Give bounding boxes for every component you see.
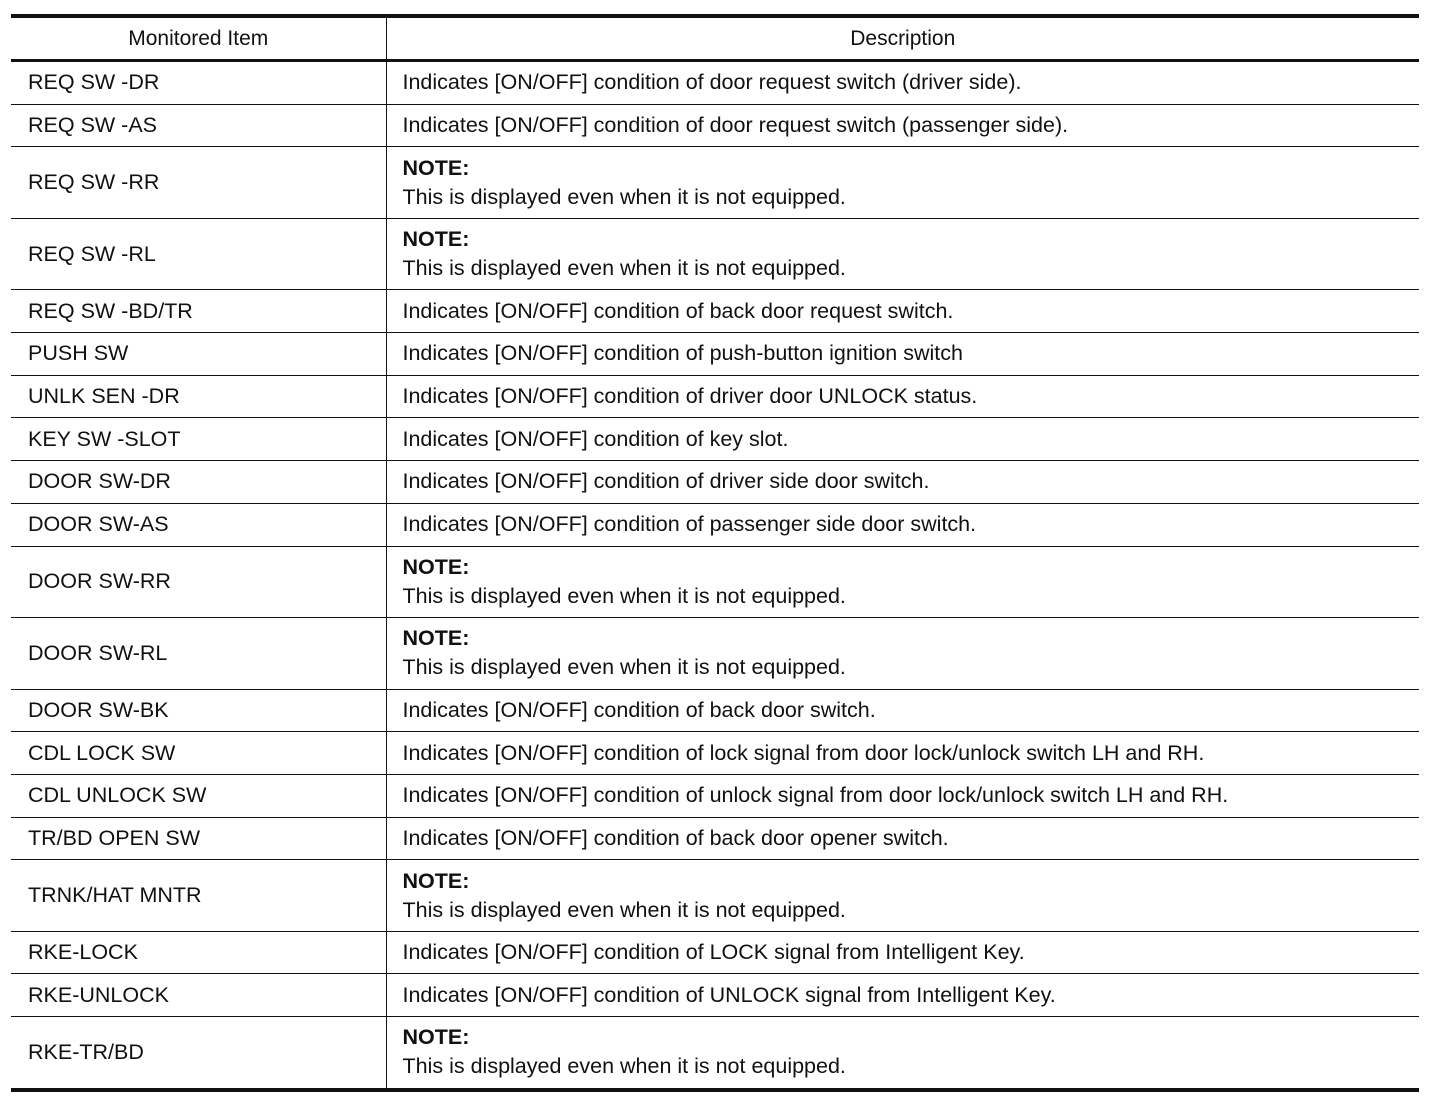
table-row [11, 974, 1419, 1017]
monitored-item-cell: KEY SW -SLOT [11, 418, 386, 461]
table-row [11, 931, 1419, 974]
monitored-item-cell: RKE-LOCK [11, 931, 386, 974]
monitored-item-cell: PUSH SW [11, 333, 386, 376]
table-row [11, 418, 1419, 461]
table-row [11, 618, 1419, 690]
table-row [11, 218, 1419, 290]
monitored-item-cell: CDL UNLOCK SW [11, 774, 386, 817]
monitored-item-cell: REQ SW -RL [11, 218, 386, 290]
table-row [11, 774, 1419, 817]
table-row [11, 503, 1419, 546]
table-row [11, 732, 1419, 775]
header-monitored-item: Monitored Item [11, 16, 386, 61]
table-row [11, 333, 1419, 376]
description-cell: Indicates [ON/OFF] condition of door request switch (passenger side). [386, 104, 1419, 147]
table-row [11, 461, 1419, 504]
monitored-item-cell: REQ SW -AS [11, 104, 386, 147]
note-text: This is displayed even when it is not equipped. [402, 184, 846, 209]
monitored-item-cell: TRNK/HAT MNTR [11, 860, 386, 932]
monitored-item-cell: DOOR SW-BK [11, 689, 386, 732]
monitored-item-cell: RKE-TR/BD [11, 1017, 386, 1090]
description-cell: Indicates [ON/OFF] condition of driver door UNLOCK status. [386, 375, 1419, 418]
description-cell: Indicates [ON/OFF] condition of UNLOCK signal from Intelligent Key. [386, 974, 1419, 1017]
description-cell: Indicates [ON/OFF] condition of back door opener switch. [386, 817, 1419, 860]
note-text: This is displayed even when it is not equipped. [402, 256, 846, 281]
description-cell [386, 546, 1419, 618]
note-text: This is displayed even when it is not equipped. [402, 655, 846, 680]
note-label: NOTE: [402, 227, 470, 252]
description-cell: Indicates [ON/OFF] condition of door request switch (driver side). [402, 70, 1022, 95]
note-label: NOTE: [402, 155, 470, 180]
monitored-item-cell: RKE-UNLOCK [11, 974, 386, 1017]
note-text: This is displayed even when it is not equipped. [402, 897, 846, 922]
monitor-table-container [11, 14, 1419, 1092]
description-cell: Indicates [ON/OFF] condition of back door request switch. [386, 290, 1419, 333]
monitored-item-cell: CDL LOCK SW [11, 732, 386, 775]
note-text: This is displayed even when it is not equipped. [402, 583, 846, 608]
description-cell: Indicates [ON/OFF] condition of push-button ignition switch [386, 333, 1419, 376]
note-label: NOTE: [402, 868, 470, 893]
description-cell: Indicates [ON/OFF] condition of unlock signal from door lock/unlock switch LH and RH. [386, 774, 1419, 817]
description-cell: Indicates [ON/OFF] condition of LOCK signal from Intelligent Key. [386, 931, 1419, 974]
table-row [11, 1017, 1419, 1090]
header-description: Description [386, 16, 1419, 61]
table-row [11, 817, 1419, 860]
description-cell: Indicates [ON/OFF] condition of driver side door switch. [386, 461, 1419, 504]
table-row [11, 290, 1419, 333]
monitored-item-cell: DOOR SW-RR [11, 546, 386, 618]
monitored-item-cell: REQ SW -DR [11, 61, 386, 105]
description-cell: Indicates [ON/OFF] condition of back door switch. [386, 689, 1419, 732]
description-cell [386, 618, 1419, 690]
note-text: This is displayed even when it is not equipped. [402, 1054, 846, 1079]
description-cell: Indicates [ON/OFF] condition of passenger side door switch. [386, 503, 1419, 546]
table-row [11, 104, 1419, 147]
monitored-items-table [11, 14, 1419, 1092]
monitored-item-cell: DOOR SW-AS [11, 503, 386, 546]
monitored-item-cell: REQ SW -BD/TR [11, 290, 386, 333]
description-cell [386, 1017, 1419, 1090]
table-row [11, 689, 1419, 732]
monitored-item-cell: TR/BD OPEN SW [11, 817, 386, 860]
monitored-item-cell: REQ SW -RR [11, 147, 386, 219]
description-cell: Indicates [ON/OFF] condition of key slot. [386, 418, 1419, 461]
note-label: NOTE: [402, 626, 470, 651]
table-row [11, 147, 1419, 219]
description-cell [386, 860, 1419, 932]
description-cell: Indicates [ON/OFF] condition of lock signal from door lock/unlock switch LH and RH. [386, 732, 1419, 775]
monitored-item-cell: DOOR SW-DR [11, 461, 386, 504]
note-label: NOTE: [402, 1025, 470, 1050]
table-row [11, 375, 1419, 418]
table-row [11, 546, 1419, 618]
table-row [11, 860, 1419, 932]
table-body [11, 61, 1419, 1090]
table-row [11, 61, 1419, 105]
monitored-item-cell: UNLK SEN -DR [11, 375, 386, 418]
description-cell [386, 147, 1419, 219]
description-cell [386, 218, 1419, 290]
monitored-item-cell: DOOR SW-RL [11, 618, 386, 690]
note-label: NOTE: [402, 554, 470, 579]
table-header-row [11, 16, 1419, 61]
